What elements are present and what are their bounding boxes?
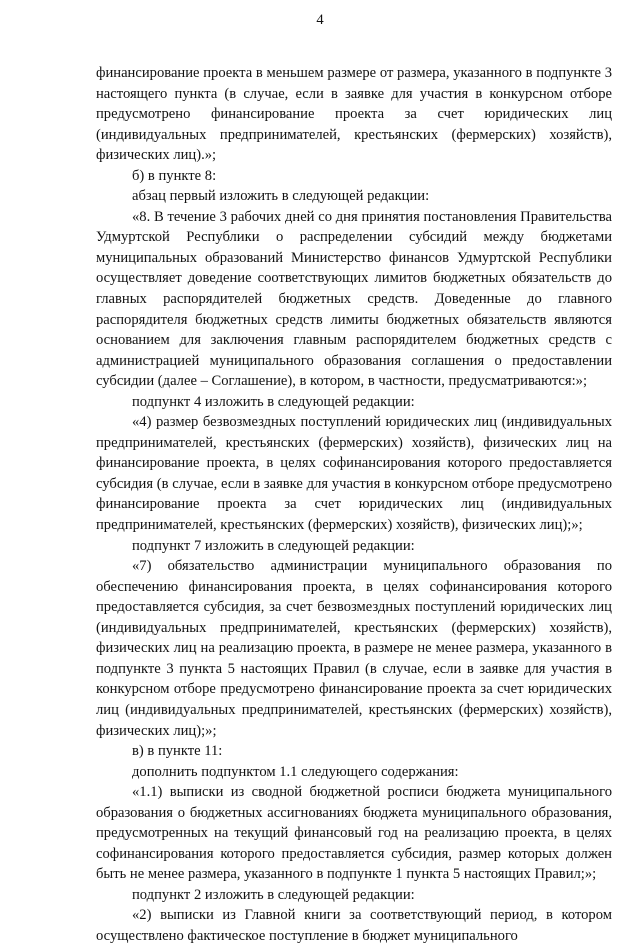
paragraph: подпункт 7 изложить в следующей редакции: (132, 537, 415, 554)
page-number: 4 (316, 12, 324, 28)
paragraph: финансирование проекта в меньшем размере от размера, указанного в подпункте 3 настоящего пункта (в случае, если в заявке для участия в конкурсном отборе предусмотрено финансирование проекта за счет юридических лиц (индивидуальных предпринимателей, крестьянских (фермерских) хозяйств), физических лиц).»; (96, 65, 612, 164)
paragraph: б) в пункте 8: (132, 167, 217, 184)
paragraph: дополнить подпунктом 1.1 следующего содержания: (132, 763, 459, 780)
paragraph: «2) выписки из Главной книги за соответствующий период, в котором осуществлено фактическое поступление в бюджет муниципального (96, 907, 612, 944)
paragraph: в) в пункте 11: (132, 743, 223, 760)
paragraph: подпункт 2 изложить в следующей редакции: (132, 886, 415, 903)
document-body (96, 63, 612, 947)
paragraph: «1.1) выписки из сводной бюджетной росписи бюджета муниципального образования о бюджетных ассигнованиях бюджета муниципального образования, предусмотренных на текущий финансовый год на реализацию проекта, в целях софинансирования которого предоставляется субсидия, размер которых должен быть не менее размера, указанного в подпункте 1 пункта 5 настоящих Правил;»; (96, 784, 612, 883)
paragraph: «7) обязательство администрации муниципального образования по обеспечению финансирования проекта, в целях софинансирования которого предоставляется субсидия, за счет безвозмездных поступлений юридических лиц (индивидуальных предпринимателей, крестьянских (фермерских) хозяйств), физических лиц на реализацию проекта, в размере не менее размера, указанного в подпункте 3 пункта 5 настоящих Правил (в случае, если в заявке для участия в конкурсном отборе предусмотрено финансирование проекта за счет юридических лиц (индивидуальных предпринимателей, крестьянских (фермерских) хозяйств), физических лиц);»; (96, 558, 612, 739)
paragraph: «8. В течение 3 рабочих дней со дня принятия постановления Правительства Удмуртской Республики о распределении субсидий между бюджетами муниципальных образований Министерство финансов Удмуртской Республики осуществляет доведение соответствующих лимитов бюджетных обязательств до главных распорядителей бюджетных средств. Доведенные до главного распорядителя бюджетных средств лимиты бюджетных обязательств являются основанием для заключения главным распорядителем бюджетных средств с администрацией муниципального образования соглашения о предоставлении субсидии (далее – Соглашение), в котором, в частности, предусматриваются:»; (96, 208, 612, 390)
paragraph: абзац первый изложить в следующей редакции: (132, 188, 430, 205)
paragraph: подпункт 4 изложить в следующей редакции: (132, 393, 415, 410)
paragraph: «4) размер безвозмездных поступлений юридических лиц (индивидуальных предпринимателей, крестьянских (фермерских) хозяйств), физических лиц на финансирование проекта, в целях софинансирования которого предоставляется субсидия (в случае, если в заявке для участия в конкурсном отборе предусмотрено финансирование проекта за счет юридических лиц (индивидуальных предпринимателей, крестьянских (фермерских) хозяйств), физических лиц);»; (96, 414, 612, 534)
